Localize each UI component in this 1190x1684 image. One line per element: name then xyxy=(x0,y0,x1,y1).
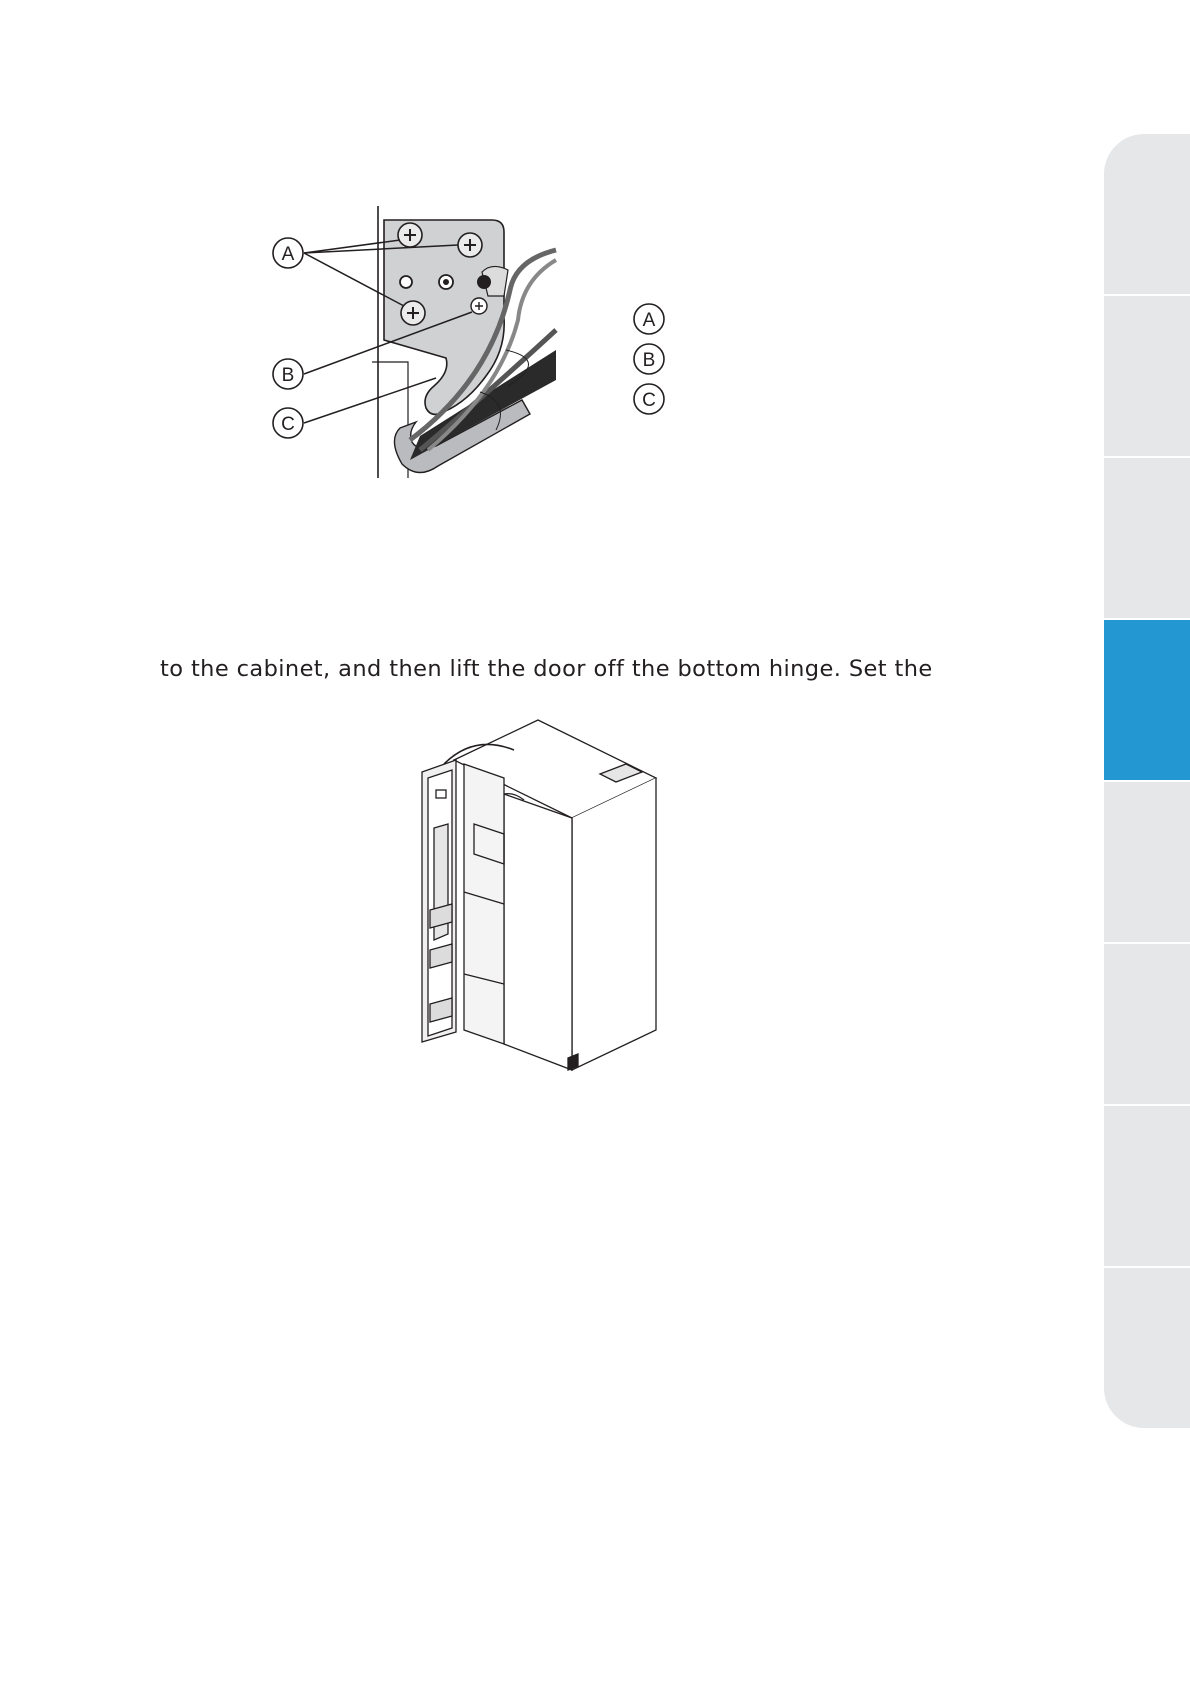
section-tab-7[interactable] xyxy=(1104,1106,1190,1266)
section-tabs xyxy=(1104,134,1190,1424)
section-tab-8[interactable] xyxy=(1104,1268,1190,1428)
callout-a: A xyxy=(281,244,295,265)
section-tab-5[interactable] xyxy=(1104,782,1190,942)
legend-item-b xyxy=(632,342,666,376)
screw-icon xyxy=(398,223,422,247)
callout-c: C xyxy=(281,414,295,435)
screw-icon xyxy=(458,233,482,257)
section-tab-6[interactable] xyxy=(1104,944,1190,1104)
legend-item-a xyxy=(632,302,666,336)
section-tab-3[interactable] xyxy=(1104,458,1190,618)
hinge-detail-figure xyxy=(260,200,560,494)
section-tab-1[interactable] xyxy=(1104,134,1190,294)
screw-icon xyxy=(401,301,425,325)
ground-screw-icon xyxy=(471,298,487,314)
callout-b: B xyxy=(281,365,295,386)
section-tab-2[interactable] xyxy=(1104,296,1190,456)
legend-letter: A xyxy=(642,310,656,331)
refrigerator-figure xyxy=(414,714,674,1078)
legend-letter: B xyxy=(642,350,656,371)
section-tab-4-active[interactable] xyxy=(1104,620,1190,780)
legend-item-c xyxy=(632,382,666,416)
legend-letter: C xyxy=(642,390,656,411)
instruction-text: to the cabinet, and then lift the door off the bottom hinge. Set the xyxy=(160,656,933,682)
